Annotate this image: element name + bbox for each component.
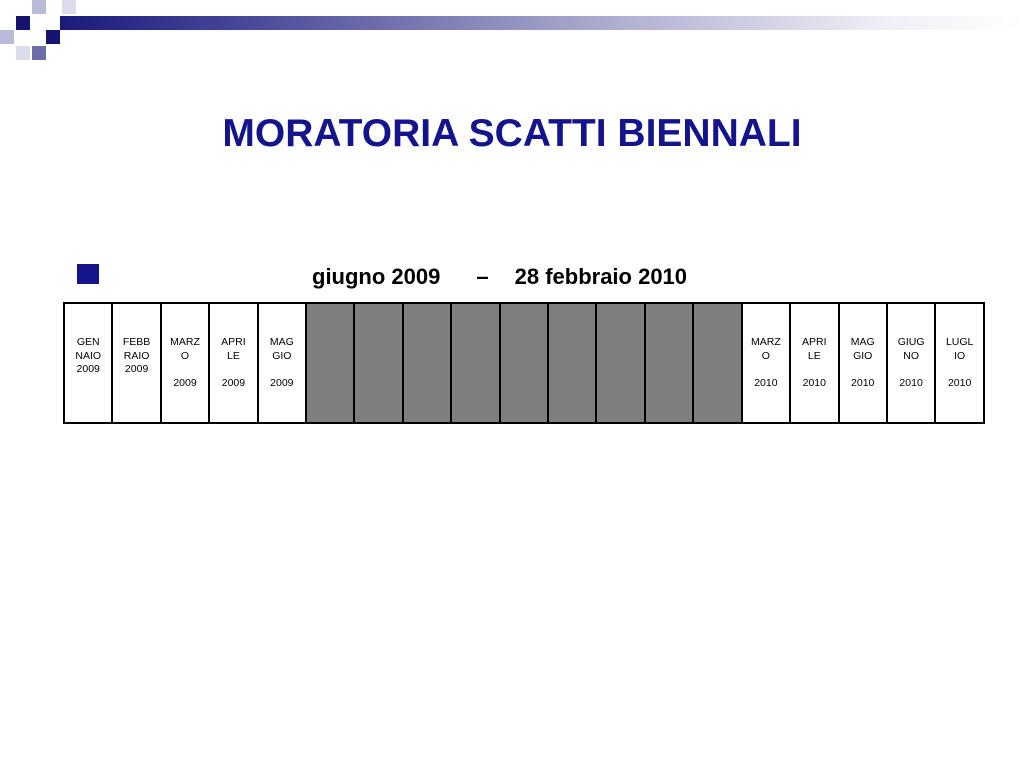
moratorium-period <box>312 264 687 290</box>
month-cell <box>258 303 306 423</box>
month-name: LUGLIO <box>945 336 974 362</box>
month-name: APRILE <box>802 336 827 362</box>
deco-square <box>32 46 46 60</box>
month-cell <box>887 303 935 423</box>
month-name: FEBBRAIO <box>122 336 151 362</box>
deco-square <box>32 0 46 14</box>
frozen-month-cell <box>306 303 354 423</box>
table-row <box>64 303 984 423</box>
frozen-month-cell <box>548 303 596 423</box>
frozen-month-cell <box>693 303 741 423</box>
period-start: giugno 2009 <box>312 264 441 289</box>
month-name: GIUGNO <box>897 336 925 362</box>
slide-title: MORATORIA SCATTI BIENNALI <box>222 112 802 155</box>
month-cell <box>161 303 209 423</box>
month-name: APRILE <box>221 336 246 362</box>
month-name: MARZO <box>751 336 781 362</box>
month-year: 2010 <box>754 376 778 389</box>
bullet-square-icon <box>77 264 99 284</box>
months-timeline-table <box>63 302 985 424</box>
frozen-month-cell <box>500 303 548 423</box>
deco-square <box>0 30 14 44</box>
month-year: 2009 <box>76 363 100 375</box>
deco-square <box>46 30 60 44</box>
month-year: 2009 <box>221 376 246 389</box>
month-year: 2009 <box>124 363 149 375</box>
frozen-month-cell <box>354 303 402 423</box>
month-cell <box>790 303 838 423</box>
frozen-month-cell <box>596 303 644 423</box>
frozen-month-cell <box>403 303 451 423</box>
period-dash: – <box>476 264 489 289</box>
month-year: 2010 <box>947 376 972 389</box>
period-end: 28 febbraio 2010 <box>514 264 688 289</box>
month-name: MAGGIO <box>269 336 294 362</box>
month-cell <box>935 303 984 423</box>
month-year: 2009 <box>270 376 294 389</box>
month-cell <box>112 303 160 423</box>
month-cell <box>209 303 257 423</box>
month-name: MARZO <box>170 336 200 362</box>
month-year: 2010 <box>802 376 826 389</box>
month-name: MAGGIO <box>850 336 875 362</box>
deco-square <box>16 46 30 60</box>
frozen-month-cell <box>451 303 499 423</box>
month-year: 2010 <box>851 376 875 389</box>
header-gradient-band <box>60 16 1024 30</box>
month-cell <box>64 303 112 423</box>
month-cell <box>839 303 887 423</box>
frozen-month-cell <box>645 303 693 423</box>
deco-square <box>62 0 76 14</box>
deco-square <box>16 16 30 30</box>
month-cell <box>742 303 790 423</box>
month-year: 2010 <box>899 376 923 389</box>
month-year: 2009 <box>173 376 197 389</box>
month-name: GENNAIO <box>75 336 102 362</box>
